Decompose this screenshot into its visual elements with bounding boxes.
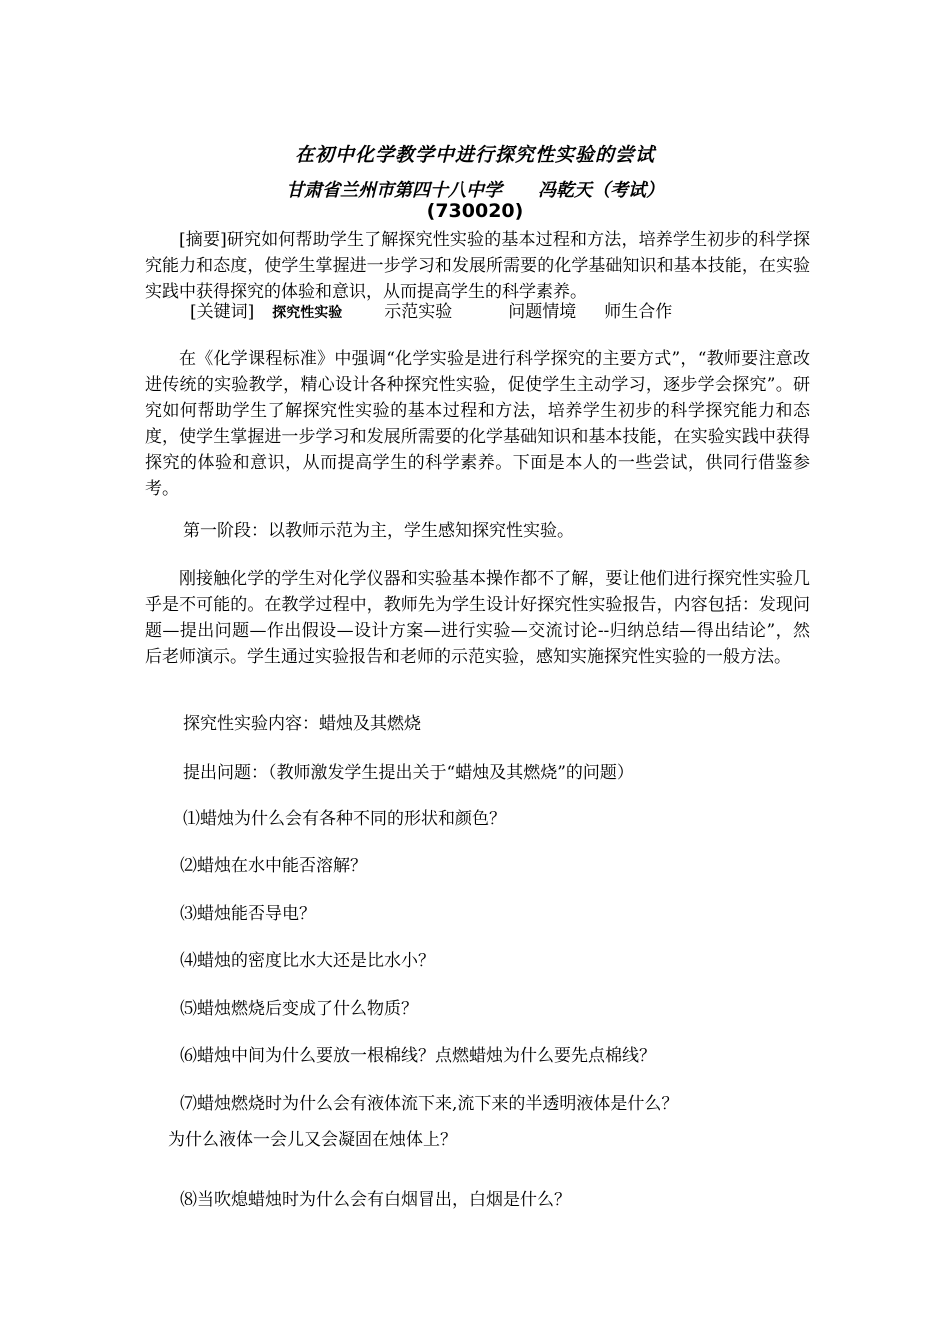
keyword-item: 问题情境	[508, 302, 577, 322]
keyword-item: 师生合作	[604, 302, 673, 322]
question-item: ⑶蜡烛能否导电？	[180, 904, 316, 924]
question-item: ⑸蜡烛燃烧后变成了什么物质？	[180, 999, 418, 1019]
document-title: 在初中化学教学中进行探究性实验的尝试	[294, 144, 655, 166]
author-name: 冯乾天（考试）	[538, 180, 664, 201]
stage1-paragraph: 刚接触化学的学生对化学仪器和实验基本操作都不了解，要让他们进行探究性实验几乎是不可能的。在教学过程中，教师先为学生设计好探究性实验报告，内容包括：发现问题—提出问题—作出假设—设计方案—进行实验—交流讨论--归纳总结—得出结论”，然后老师演示。学生通过实验报告和老师的示范实验，感知实施探究性实验的一般方法。	[145, 569, 810, 667]
question-item: ⑺蜡烛燃烧时为什么会有液体流下来,流下来的半透明液体是什么？	[180, 1094, 679, 1114]
stage1-heading: 第一阶段：以教师示范为主，学生感知探究性实验。	[183, 521, 574, 541]
school-name: 甘肃省兰州市第四十八中学	[286, 180, 502, 201]
question-item: ⑴蜡烛为什么会有各种不同的形状和颜色？	[183, 809, 506, 829]
keywords-line	[190, 299, 672, 326]
question-item: ⑹蜡烛中间为什么要放一根棉线？点燃蜡烛为什么要先点棉线？	[180, 1046, 656, 1066]
abstract-paragraph: [摘要]研究如何帮助学生了解探究性实验的基本过程和方法，培养学生初步的科学探究能力和态度，使学生掌握进一步学习和发展所需要的化学基础知识和基本技能，在实验实践中获得探究的体验和意识，从而提高学生的科学素养。	[145, 230, 810, 302]
author-line	[0, 176, 950, 202]
question-item-continuation: 为什么液体一会儿又会凝固在烛体上？	[168, 1130, 457, 1150]
ask-questions-line: 提出问题：（教师激发学生提出关于“蜡烛及其燃烧”的问题）	[183, 763, 634, 783]
keywords-label: [关键词]	[190, 302, 255, 322]
question-item: ⑷蜡烛的密度比水大还是比水小？	[180, 951, 435, 971]
postcode: (730020)	[426, 200, 524, 222]
question-item: ⑵蜡烛在水中能否溶解？	[180, 856, 367, 876]
experiment-content: 探究性实验内容：蜡烛及其燃烧	[183, 714, 421, 734]
intro-paragraph: 在《化学课程标准》中强调“化学实验是进行科学探究的主要方式”，“教师要注意改进传统的实验教学，精心设计各种探究性实验，促使学生主动学习，逐步学会探究”。研究如何帮助学生了解探究性实验的基本过程和方法，培养学生初步的科学探究能力和态度，使学生掌握进一步学习和发展所需要的化学基础知识和基本技能，在实验实践中获得探究的体验和意识，从而提高学生的科学素养。下面是本人的一些尝试，供同行借鉴参考。	[145, 349, 810, 499]
keyword-item: 示范实验	[384, 302, 453, 322]
keyword-item: 探究性实验	[272, 305, 343, 321]
question-item: ⑻当吹熄蜡烛时为什么会有白烟冒出，白烟是什么？	[180, 1190, 571, 1210]
